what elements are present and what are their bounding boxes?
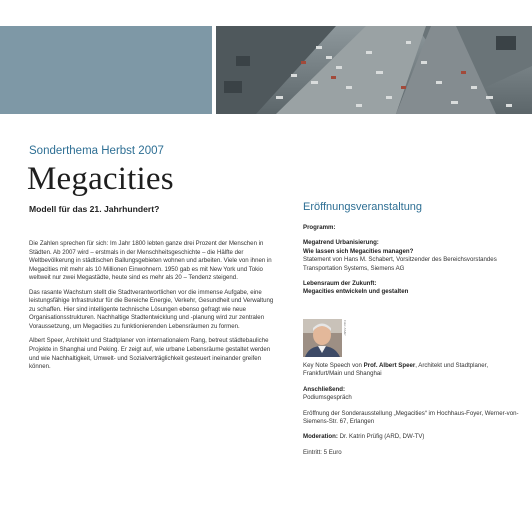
item1-title-line1: Megatrend Urbanisierung: bbox=[303, 239, 379, 247]
keynote-suffix: , Architekt und Stadtplaner, Frankfurt/Main und Shanghai bbox=[303, 362, 489, 378]
moderation-text: Dr. Katrin Prüfig (ARD, DW-TV) bbox=[337, 433, 425, 441]
page-subtitle: Modell für das 21. Jahrhundert? bbox=[29, 204, 160, 214]
exhibition-opening: Eröffnung der Sonderausstellung „Megacities“ im Hochhaus-Foyer, Werner-von-Siemens-Str. 67, Erlangen bbox=[303, 409, 519, 426]
item2-title-line1: Lebensraum der Zukunft: bbox=[303, 280, 377, 288]
program-item-1 bbox=[303, 239, 525, 273]
followup-text: Podiumsgespräch bbox=[303, 394, 352, 402]
admission-fee: Eintritt: 5 Euro bbox=[303, 448, 342, 456]
item2-title-line2: Megacities entwickeln und gestalten bbox=[303, 288, 409, 296]
speaker-portrait bbox=[303, 319, 342, 357]
moderation-line bbox=[303, 433, 525, 441]
moderation-label: Moderation: bbox=[303, 433, 338, 441]
event-heading: Eröffnungsveranstaltung bbox=[303, 201, 423, 213]
intro-paragraph: Die Zahlen sprechen für sich: Im Jahr 1800 lebten ganze drei Prozent der Menschen in Städten. Ab 2007 wird – erstmals in der Menschheitsgeschichte – die Hälfte der Weltbevölkerung in städtischen Ballungsgebieten wohnen und arbeiten. Viele von ihnen in Megacities mit mehr als 10 Millionen Einwohnern. 1950 gab es mit New York und Tokio weltweit nur zwei Megastädte, heute sind es mehr als 20 – Tendenz steigend. bbox=[29, 240, 272, 282]
program-item-2 bbox=[303, 280, 525, 297]
followup-block bbox=[303, 386, 525, 403]
event-details bbox=[303, 362, 525, 464]
program-label: Programm: bbox=[303, 224, 336, 231]
followup-label: Anschließend: bbox=[303, 385, 345, 393]
intro-paragraph: Das rasante Wachstum stellt die Stadtverantwortlichen vor die immense Aufgabe, eine leistungsfähige Infrastruktur für die Bereiche Energie, Verkehr, Gesundheit und Verwaltung zu schaffen. Hier sind intelligente technische Lösungen ebenso gefragt wie neue Organisationsstrukturen. Nachhaltige Stadtentwicklung und -planung wird zur zentralen Voraussetzung, um Megacities zu funktionierenden Lebensräumen zu formen. bbox=[29, 288, 274, 330]
item1-title-line2: Wie lassen sich Megacities managen? bbox=[303, 247, 414, 255]
intro-paragraph: Albert Speer, Architekt und Stadtplaner von internationalem Rang, betreut städtebauliche Projekte in Shanghai und Peking. Er zeigt auf, wie urbane Lebensräume gestaltet werden und wie Nachhaltigkeit, Umwelt- und Sozialverträglichkeit gesteuert ineinander greifen können. bbox=[29, 337, 271, 371]
header-color-block bbox=[0, 26, 212, 114]
keynote-prefix: Key Note Speech von bbox=[303, 362, 364, 369]
kicker: Sonderthema Herbst 2007 bbox=[29, 145, 164, 157]
page-title: Megacities bbox=[27, 161, 174, 197]
photo-credit: Foto: AS&P bbox=[343, 320, 347, 336]
program-section bbox=[303, 224, 525, 304]
keynote-speaker: Prof. Albert Speer bbox=[363, 362, 416, 369]
item1-text: Statement von Hans M. Schabert, Vorsitzender des Bereichsvorstandes Transportation Systems, Siemens AG bbox=[303, 256, 497, 272]
keynote-line bbox=[303, 362, 525, 379]
city-traffic-photo bbox=[216, 26, 532, 114]
intro-text bbox=[29, 240, 277, 378]
